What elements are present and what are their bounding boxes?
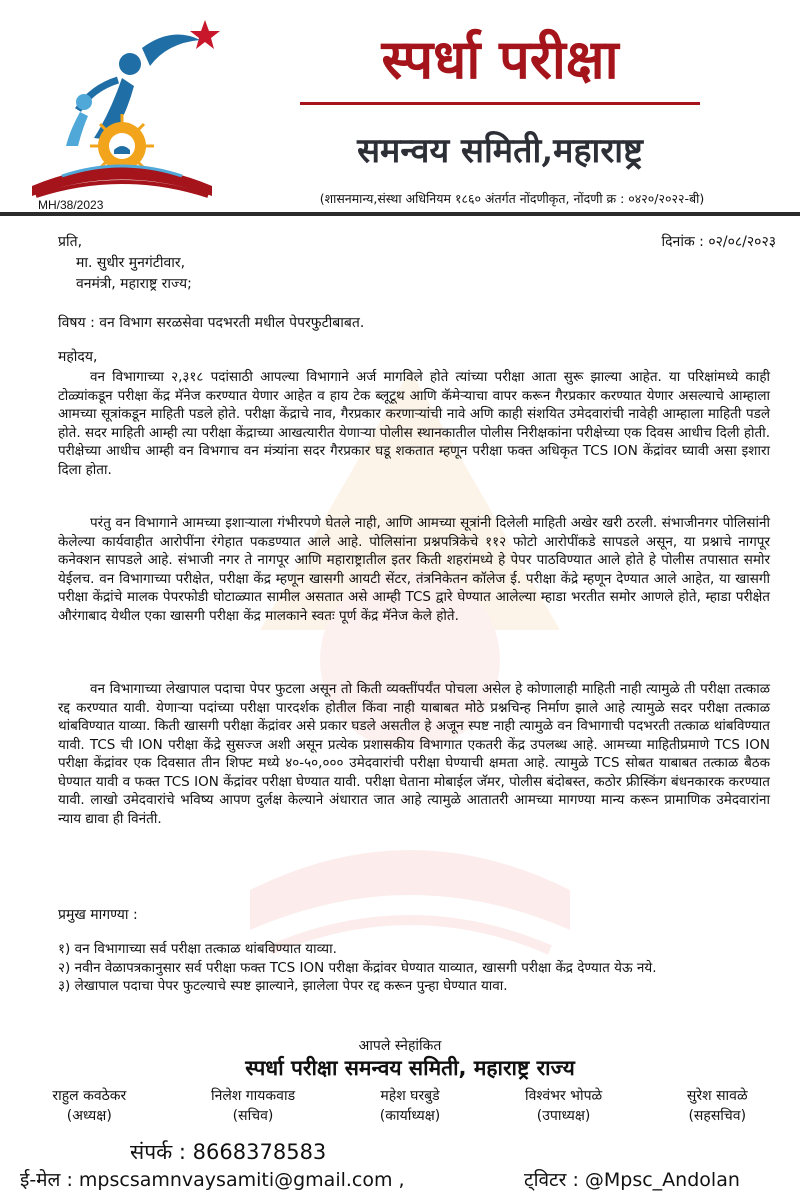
paragraph-3-text: वन विभागाच्या लेखापाल पदाचा पेपर फुटला असून तो किती व्यक्तींपर्यंत पोचला असेल हे कोणालाही माहिती नाही त्यामुळे ती परीक्षा तत्काळ रद्द करण्यात यावी. येणाऱ्या पदांच्या परीक्षा पारदर्शक होतील किंवा नाही याबाबत मोठे प्रश्नचिन्ह निर्माण झाले आहे त्यामुळे सदर परीक्षा तत्काळ थांबविण्यात याव्या. किती खासगी परीक्षा केंद्रांवर असे प्रकार घडले असतील हे अजून स्पष्ट नाही त्यामुळे वन विभागाची पदभरती तत्काळ थांबविण्यात यावी. TCS ची ION परीक्षा केंद्रे सुसज्ज अशी असून प्रत्येक प्रशासकीय विभागात एकतरी केंद्र उपलब्ध आहे. आमच्या माहितीप्रमाणे TCS ION परीक्षा केंद्रांवर एक दिवसात तीन शिफ्ट मध्ये ४०-५०,००० उमेदवारांची परीक्षा घेण्याची क्षमता आहे. त्यामुळे TCS सोबत याबाबत तत्काळ बैठक घेण्यात यावी व फक्त TCS ION केंद्रांवर परीक्षा घेण्यात यावी. परीक्षा घेताना मोबाईल जॅमर, पोलीस बंदोबस्त, कठोर फ्रीस्किंग बंधनकारक करण्यात यावी. लाखो उमेदवारांचे भविष्य आपण दुर्लक्ष केल्याने अंधारात जात आहे त्यामुळे आतातरी आमच्या मागण्या मान्य करून प्रामाणिक उमेदवारांना न्याय द्यावा ही विनंती. — [58, 681, 770, 827]
signatory-name: राहुल कवठेकर — [52, 1088, 127, 1104]
signatory-name: सुरेश सावळे — [686, 1088, 748, 1104]
signatory — [525, 1086, 602, 1126]
paragraph-3 — [58, 680, 770, 828]
title-underline — [300, 102, 700, 105]
recipient-designation: वनमंत्री, महाराष्ट्र राज्य; — [76, 276, 192, 292]
paragraph-1-text: वन विभागाच्या २,३१८ पदांसाठी आपल्या विभागाने अर्ज मागविले होते त्यांच्या परीक्षा आता सुरू झाल्या आहेत. या परिक्षांमध्ये काही टोळ्यांकडून परीक्षा केंद्र मॅनेज करण्यात येणार आहेत व हाय टेक ब्लूटूथ आणि कॅमेऱ्याचा वापर करून गैरप्रकार करण्यात येणार असल्याचे आम्हाला आमच्या सूत्रांकडून माहिती पडले होते. परीक्षा केंद्राचे नाव, गैरप्रकार करणाऱ्यांची नावे अणि काही संशयित उमेदवारांची नावेही आम्हाला माहिती पडले होते. सदर माहिती आम्ही त्या परीक्षा केंद्राच्या आखत्यारीत येणाऱ्या पोलीस स्थानकातील पोलीस निरीक्षकांना परीक्षेच्या एक दिवस आधीच दिली होती. परीक्षेच्या आधीच आम्ही वन विभगाच वन मंत्र्यांना सदर गैरप्रकार घडू शकतात म्हणून परीक्षा फक्त अधिकृत TCS ION केंद्रांवर घ्यावी असा इशारा दिला होता. — [58, 369, 770, 478]
signatory-name: विश्वंभर भोपळे — [524, 1088, 603, 1104]
demands-list — [58, 940, 770, 996]
signatory-name: निलेश गायकवाड — [210, 1088, 296, 1104]
contact-phone: संपर्क : 8668378583 — [130, 1140, 327, 1164]
registration-number: MH/38/2023 — [38, 198, 104, 212]
demand-item: २) नवीन वेळापत्रकानुसार सर्व परीक्षा फक्त TCS ION परीक्षा केंद्रांवर घेण्यात याव्यात, खासगी परीक्षा केंद्र देण्यात येऊ नये. — [58, 959, 657, 976]
contact-row — [20, 1166, 800, 1194]
signatory-role: (सचिव) — [232, 1108, 274, 1124]
signatory — [687, 1086, 748, 1126]
signatory — [52, 1086, 126, 1126]
organization-logo-icon — [22, 18, 222, 218]
recipient-label: प्रति, — [58, 234, 83, 250]
signatory — [211, 1086, 295, 1126]
organization-title: स्पर्धा परीक्षा — [381, 27, 619, 91]
paragraph-2 — [58, 514, 770, 625]
signatories — [10, 1086, 790, 1126]
signatory-role: (उपाध्यक्ष) — [536, 1108, 591, 1124]
signatory — [380, 1086, 440, 1126]
registration-note: (शासनमान्य,संस्था अधिनियम १८६० अंतर्गत नोंदणीकृत, नोंदणी क्र : ०४२०/२०२२-बी) — [319, 191, 705, 206]
recipient-name: मा. सुधीर मुनगंटीवार, — [76, 255, 186, 271]
contact-email: ई-मेल : mpscsamnvaysamiti@gmail.com , — [20, 1169, 405, 1191]
signatory-role: (कार्याध्यक्ष) — [379, 1108, 441, 1124]
header-divider — [0, 212, 800, 216]
signatory-role: (अध्यक्ष) — [66, 1108, 112, 1124]
letter-subject: विषय : वन विभाग सरळसेवा पदभरती मधील पेपरफुटीबाबत. — [58, 315, 365, 331]
salutation: महोदय, — [58, 349, 98, 365]
paragraph-2-text: परंतु वन विभागाने आमच्या इशाऱ्याला गंभीरपणे घेतले नाही, आणि आमच्या सूत्रांनी दिलेली माहिती अखेर खरी ठरली. संभाजीनगर पोलिसांनी केलेल्या कार्यवाहीत आरोपींना रंगेहात पकडण्यात आले आहे. पोलिसांना प्रश्नपत्रिकेचे ११२ फोटो आरोपींकडे सापडले असून, या प्रश्नाचे नागपूर कनेक्शन सापडले आहे. संभाजी नगर ते नागपूर आणि महाराष्ट्रातील इतर किती शहरांमध्ये हे पेपर पाठविण्यात आले होते हे पोलीस तपासात समोर येईलच. वन विभागाच्या परीक्षेत, परीक्षा केंद्र म्हणून खासगी आयटी सेंटर, तंत्रनिकेतन कॉलेज ई. परीक्षा केंद्रे म्हणून देण्यात आले आहेत, या खासगी परीक्षा केंद्रांचे मालक पेपरफोडी घोटाळ्यात सामील असतात असे आम्ही TCS द्वारे घेण्यात आलेल्या म्हाडा भरतीत समोर आणले होते, म्हाडा परीक्षेत औरंगाबाद येथील एका खासगी परीक्षा केंद्र मालकाने स्वतः पूर्ण केंद्र मॅनेज केले होते. — [58, 515, 770, 624]
signing-organization: स्पर्धा परीक्षा समन्वय समिती, महाराष्ट्र राज्य — [245, 1056, 575, 1080]
organization-subtitle: समन्वय समिती,महाराष्ट्र — [357, 131, 643, 171]
demands-heading: प्रमुख मागण्या : — [58, 907, 138, 923]
letter-date: दिनांक : ०२/०८/२०२३ — [661, 234, 776, 250]
demand-item: १) वन विभागाच्या सर्व परीक्षा तत्काळ थांबविण्यात याव्या. — [58, 941, 337, 957]
recipient-block — [58, 232, 378, 295]
signatory-role: (सहसचिव) — [688, 1108, 747, 1124]
paragraph-1 — [58, 368, 770, 479]
demand-item: ३) लेखापाल पदाचा पेपर फुटल्याचे स्पष्ट झाल्याने, झालेला पेपर रद्द करून पुन्हा घेण्यात यावा. — [58, 978, 508, 994]
signatory-name: महेश घरबुडे — [380, 1088, 440, 1104]
contact-twitter: ट्विटर : @Mpsc_Andolan — [524, 1169, 740, 1191]
closing-phrase: आपले स्नेहांकित — [358, 1038, 442, 1054]
